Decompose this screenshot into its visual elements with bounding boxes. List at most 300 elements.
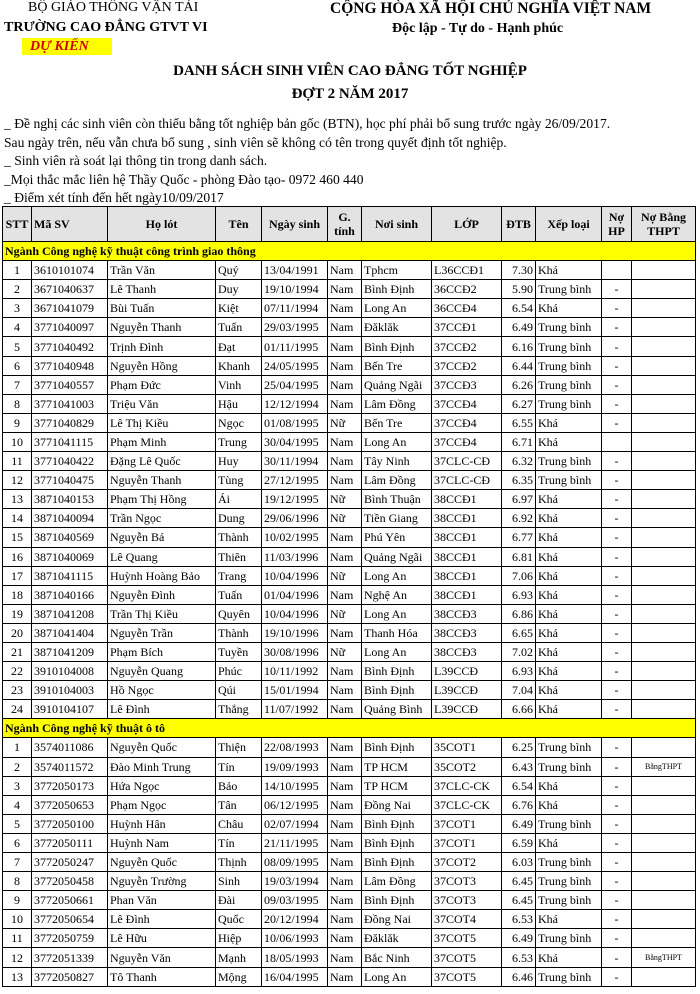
table-cell: Nam bbox=[328, 623, 362, 642]
table-cell: Thiên bbox=[216, 547, 262, 566]
table-cell: - bbox=[602, 776, 632, 795]
table-cell bbox=[632, 795, 696, 814]
table-cell: Khá bbox=[536, 776, 602, 795]
table-row bbox=[3, 738, 696, 757]
table-cell: 37COT5 bbox=[432, 929, 502, 948]
table-cell: Lâm Đồng bbox=[362, 471, 432, 490]
table-cell: Khá bbox=[536, 585, 602, 604]
table-cell: Nam bbox=[328, 585, 362, 604]
table-cell: 37CCĐ1 bbox=[432, 318, 502, 337]
table-cell: Khá bbox=[536, 795, 602, 814]
table-row bbox=[3, 471, 696, 490]
note-line: _Mọi thắc mắc liên hệ Thầy Quốc - phòng Đào tạo- 0972 460 440 bbox=[4, 171, 364, 187]
table-cell: 3772050247 bbox=[32, 853, 108, 872]
table-cell: Tuấn bbox=[216, 585, 262, 604]
table-cell: 19/03/1994 bbox=[262, 872, 328, 891]
table-cell: 16 bbox=[3, 547, 32, 566]
table-cell bbox=[632, 929, 696, 948]
table-cell: Hứa Ngọc bbox=[108, 776, 216, 795]
table-cell: Ngọc bbox=[216, 413, 262, 432]
table-cell: 6.54 bbox=[502, 776, 536, 795]
table-cell: - bbox=[602, 566, 632, 585]
table-cell: 3871040166 bbox=[32, 585, 108, 604]
table-cell: L39CCĐ bbox=[432, 681, 502, 700]
table-cell: Bình Định bbox=[362, 337, 432, 356]
table-cell: Long An bbox=[362, 299, 432, 318]
table-cell: Trung bình bbox=[536, 318, 602, 337]
table-row bbox=[3, 280, 696, 299]
table-cell bbox=[632, 681, 696, 700]
table-cell: 14 bbox=[3, 509, 32, 528]
table-row bbox=[3, 967, 696, 986]
table-cell: Thành bbox=[216, 528, 262, 547]
table-cell: Trần Văn bbox=[108, 261, 216, 280]
motto: Độc lập - Tự do - Hạnh phúc bbox=[392, 21, 564, 36]
table-cell: L36CCĐ1 bbox=[432, 261, 502, 280]
table-cell: 11 bbox=[3, 452, 32, 471]
table-cell: Nữ bbox=[328, 490, 362, 509]
table-row bbox=[3, 432, 696, 451]
table-row bbox=[3, 413, 696, 432]
table-cell: Khá bbox=[536, 662, 602, 681]
table-row bbox=[3, 833, 696, 852]
table-cell: - bbox=[602, 891, 632, 910]
table-cell: Lê Đình bbox=[108, 910, 216, 929]
table-cell: 30/11/1994 bbox=[262, 452, 328, 471]
table-cell: Phạm Bích bbox=[108, 642, 216, 661]
table-cell: - bbox=[602, 910, 632, 929]
table-row bbox=[3, 776, 696, 795]
col-header: STT bbox=[3, 207, 32, 242]
table-cell: Khá bbox=[536, 700, 602, 719]
table-cell bbox=[632, 337, 696, 356]
table-cell bbox=[632, 375, 696, 394]
table-cell: 12/12/1994 bbox=[262, 394, 328, 413]
table-cell: Châu bbox=[216, 814, 262, 833]
table-cell: 6.55 bbox=[502, 413, 536, 432]
table-cell: 37COT3 bbox=[432, 872, 502, 891]
table-cell: L39CCĐ bbox=[432, 700, 502, 719]
table-cell: Đăklăk bbox=[362, 929, 432, 948]
table-cell: 01/11/1995 bbox=[262, 337, 328, 356]
table-cell: 7.30 bbox=[502, 261, 536, 280]
table-cell: 3771041115 bbox=[32, 432, 108, 451]
student-table bbox=[2, 206, 696, 987]
table-cell: 13/04/1991 bbox=[262, 261, 328, 280]
table-cell: Nữ bbox=[328, 509, 362, 528]
col-header: Xếp loại bbox=[536, 207, 602, 242]
table-cell: Hồ Ngọc bbox=[108, 681, 216, 700]
table-cell: - bbox=[602, 337, 632, 356]
table-cell: Huỳnh Hân bbox=[108, 814, 216, 833]
table-cell: Nữ bbox=[328, 413, 362, 432]
table-cell: Nam bbox=[328, 681, 362, 700]
table-row bbox=[3, 853, 696, 872]
table-cell: Nam bbox=[328, 872, 362, 891]
table-cell: Khá bbox=[536, 604, 602, 623]
table-row bbox=[3, 547, 696, 566]
table-cell: Trung bình bbox=[536, 738, 602, 757]
table-cell: 5 bbox=[3, 337, 32, 356]
table-cell: Nam bbox=[328, 662, 362, 681]
table-cell: Phúc bbox=[216, 662, 262, 681]
table-cell: Bình Định bbox=[362, 662, 432, 681]
table-cell: 1 bbox=[3, 261, 32, 280]
col-header: ĐTB bbox=[502, 207, 536, 242]
table-cell: Nguyễn Trường bbox=[108, 872, 216, 891]
table-cell: 21/11/1995 bbox=[262, 833, 328, 852]
table-cell: 38CCĐ3 bbox=[432, 642, 502, 661]
table-cell: - bbox=[602, 394, 632, 413]
table-cell bbox=[632, 528, 696, 547]
table-cell: Bình Định bbox=[362, 814, 432, 833]
table-cell: - bbox=[602, 700, 632, 719]
table-cell: 13 bbox=[3, 967, 32, 986]
table-cell: 38CCĐ3 bbox=[432, 604, 502, 623]
table-cell: 2 bbox=[3, 280, 32, 299]
table-cell: Long An bbox=[362, 432, 432, 451]
table-cell: Bình Định bbox=[362, 891, 432, 910]
table-cell: Nam bbox=[328, 853, 362, 872]
table-cell: Tín bbox=[216, 757, 262, 776]
table-cell: 6.46 bbox=[502, 967, 536, 986]
table-cell: 6.27 bbox=[502, 394, 536, 413]
table-cell: 38CCĐ3 bbox=[432, 623, 502, 642]
table-cell: 3771040422 bbox=[32, 452, 108, 471]
section-title: Ngành Công nghệ kỹ thuật ô tô bbox=[3, 719, 696, 738]
table-cell: Nam bbox=[328, 795, 362, 814]
table-cell: 14/10/1995 bbox=[262, 776, 328, 795]
page-title: DANH SÁCH SINH VIÊN CAO ĐẲNG TỐT NGHIỆP bbox=[173, 63, 527, 79]
note-line: Sau ngày trên, nếu vẫn chưa bổ sung , sinh viên sẽ không có tên trong quyết định tốt nghiệp. bbox=[4, 134, 507, 150]
table-cell: - bbox=[602, 833, 632, 852]
table-cell: Huỳnh Hoàng Bảo bbox=[108, 566, 216, 585]
table-cell: 6.86 bbox=[502, 604, 536, 623]
table-cell: 6.16 bbox=[502, 337, 536, 356]
table-cell: - bbox=[602, 452, 632, 471]
table-cell: 01/04/1996 bbox=[262, 585, 328, 604]
table-cell: 38CCĐ1 bbox=[432, 585, 502, 604]
table-cell: Phạm Minh bbox=[108, 432, 216, 451]
table-cell bbox=[632, 891, 696, 910]
table-cell: 6.03 bbox=[502, 853, 536, 872]
table-cell: 36CCĐ2 bbox=[432, 280, 502, 299]
col-header: Nợ HP bbox=[602, 207, 632, 242]
table-cell: Đặng Lê Quốc bbox=[108, 452, 216, 471]
table-cell: Trung bình bbox=[536, 356, 602, 375]
table-cell: 18 bbox=[3, 585, 32, 604]
table-cell: 21 bbox=[3, 642, 32, 661]
table-cell: 6.44 bbox=[502, 356, 536, 375]
table-cell: - bbox=[602, 662, 632, 681]
table-row bbox=[3, 261, 696, 280]
table-cell: Quý bbox=[216, 261, 262, 280]
table-cell: 37COT5 bbox=[432, 967, 502, 986]
table-cell: 15 bbox=[3, 528, 32, 547]
table-cell: Đồng Nai bbox=[362, 910, 432, 929]
table-cell: 06/12/1995 bbox=[262, 795, 328, 814]
table-cell: Tân bbox=[216, 795, 262, 814]
col-header: G. tính bbox=[328, 207, 362, 242]
table-cell: - bbox=[602, 490, 632, 509]
table-cell bbox=[632, 623, 696, 642]
table-cell: - bbox=[602, 795, 632, 814]
table-cell: 17 bbox=[3, 566, 32, 585]
table-cell bbox=[632, 700, 696, 719]
table-cell: 12 bbox=[3, 471, 32, 490]
table-row bbox=[3, 891, 696, 910]
table-cell: 3772050653 bbox=[32, 795, 108, 814]
table-cell bbox=[632, 967, 696, 986]
table-cell: Hậu bbox=[216, 394, 262, 413]
table-cell: Nam bbox=[328, 375, 362, 394]
table-cell: 36CCĐ4 bbox=[432, 299, 502, 318]
table-cell: 6.53 bbox=[502, 948, 536, 967]
table-cell: 37CCĐ4 bbox=[432, 432, 502, 451]
table-cell: Duy bbox=[216, 280, 262, 299]
table-cell bbox=[632, 356, 696, 375]
table-cell: Kiệt bbox=[216, 299, 262, 318]
table-cell: TP HCM bbox=[362, 757, 432, 776]
table-row bbox=[3, 700, 696, 719]
table-cell: 6.25 bbox=[502, 738, 536, 757]
table-cell: Tphcm bbox=[362, 261, 432, 280]
section-title: Ngành Công nghệ kỹ thuật công trình giao thông bbox=[3, 242, 696, 261]
table-cell: 3771040948 bbox=[32, 356, 108, 375]
table-row bbox=[3, 452, 696, 471]
table-cell: 37CCĐ3 bbox=[432, 375, 502, 394]
section-row bbox=[3, 242, 696, 261]
table-cell: Trung bình bbox=[536, 394, 602, 413]
table-cell: Quảng Ngãi bbox=[362, 547, 432, 566]
table-cell: 08/09/1995 bbox=[262, 853, 328, 872]
table-cell: Nguyễn Thanh bbox=[108, 471, 216, 490]
table-cell: 6.59 bbox=[502, 833, 536, 852]
table-cell: 19/12/1995 bbox=[262, 490, 328, 509]
col-header: Mã SV bbox=[32, 207, 108, 242]
table-cell: 10/02/1995 bbox=[262, 528, 328, 547]
table-cell: 3771040097 bbox=[32, 318, 108, 337]
table-cell: Trung bình bbox=[536, 891, 602, 910]
table-row bbox=[3, 642, 696, 661]
table-cell: 37CLC-CĐ bbox=[432, 471, 502, 490]
table-cell: Quảng Bình bbox=[362, 700, 432, 719]
notes-block bbox=[4, 115, 610, 208]
table-cell: 19/09/1993 bbox=[262, 757, 328, 776]
table-row bbox=[3, 814, 696, 833]
table-cell: 18/05/1993 bbox=[262, 948, 328, 967]
table-cell: Khá bbox=[536, 642, 602, 661]
table-cell: Thiện bbox=[216, 738, 262, 757]
table-cell: 37COT2 bbox=[432, 853, 502, 872]
table-cell: Bình Định bbox=[362, 681, 432, 700]
table-cell: - bbox=[602, 814, 632, 833]
table-cell: BằngTHPT bbox=[632, 757, 696, 776]
table-cell: 13 bbox=[3, 490, 32, 509]
table-cell: 24/05/1995 bbox=[262, 356, 328, 375]
table-cell: Nữ bbox=[328, 566, 362, 585]
table-cell bbox=[632, 471, 696, 490]
table-cell: Khá bbox=[536, 833, 602, 852]
table-cell: Nữ bbox=[328, 642, 362, 661]
table-cell: 22/08/1993 bbox=[262, 738, 328, 757]
table-cell: 6.35 bbox=[502, 471, 536, 490]
table-cell: Nguyễn Văn bbox=[108, 948, 216, 967]
table-cell: 38CCĐ1 bbox=[432, 490, 502, 509]
table-cell: 9 bbox=[3, 413, 32, 432]
table-cell: 3671041079 bbox=[32, 299, 108, 318]
table-cell: Nam bbox=[328, 738, 362, 757]
table-cell: Nam bbox=[328, 452, 362, 471]
table-header-row bbox=[3, 207, 696, 242]
table-cell: - bbox=[602, 681, 632, 700]
table-cell: Trung bình bbox=[536, 929, 602, 948]
table-cell: 30/08/1996 bbox=[262, 642, 328, 661]
table-cell: Vinh bbox=[216, 375, 262, 394]
table-row bbox=[3, 356, 696, 375]
table-cell: Nam bbox=[328, 471, 362, 490]
table-cell: 5 bbox=[3, 814, 32, 833]
ministry-name: BỘ GIÁO THÔNG VẬN TẢI bbox=[28, 0, 199, 15]
table-cell: Nam bbox=[328, 280, 362, 299]
table-cell: - bbox=[602, 872, 632, 891]
table-cell: Tuấn bbox=[216, 318, 262, 337]
table-cell: 37CCĐ4 bbox=[432, 394, 502, 413]
table-cell: 19/10/1994 bbox=[262, 280, 328, 299]
table-cell: 3 bbox=[3, 299, 32, 318]
table-cell: 3910104008 bbox=[32, 662, 108, 681]
table-cell: - bbox=[602, 738, 632, 757]
table-cell: Nam bbox=[328, 394, 362, 413]
table-cell: 19/10/1996 bbox=[262, 623, 328, 642]
table-cell: Nam bbox=[328, 261, 362, 280]
table-cell: 38CCĐ1 bbox=[432, 566, 502, 585]
table-cell: 6.93 bbox=[502, 662, 536, 681]
table-cell: Phan Văn bbox=[108, 891, 216, 910]
section-row bbox=[3, 719, 696, 738]
table-cell: Trung bbox=[216, 432, 262, 451]
table-cell bbox=[602, 432, 632, 451]
table-cell: L39CCĐ bbox=[432, 662, 502, 681]
table-cell: Khá bbox=[536, 566, 602, 585]
table-cell: Khá bbox=[536, 509, 602, 528]
table-cell: 3771040557 bbox=[32, 375, 108, 394]
table-cell: Bùi Tuấn bbox=[108, 299, 216, 318]
table-cell: Sinh bbox=[216, 872, 262, 891]
table-cell: 6.92 bbox=[502, 509, 536, 528]
table-cell: Trung bình bbox=[536, 757, 602, 776]
table-cell: Nam bbox=[328, 776, 362, 795]
table-cell: - bbox=[602, 280, 632, 299]
table-cell: 37CCĐ2 bbox=[432, 356, 502, 375]
table-cell: 3772051339 bbox=[32, 948, 108, 967]
table-cell: 10/11/1992 bbox=[262, 662, 328, 681]
table-row bbox=[3, 872, 696, 891]
table-cell: 3871040069 bbox=[32, 547, 108, 566]
table-cell: 3574011086 bbox=[32, 738, 108, 757]
table-cell: 25/04/1995 bbox=[262, 375, 328, 394]
table-cell: - bbox=[602, 929, 632, 948]
table-cell: 07/11/1994 bbox=[262, 299, 328, 318]
table-cell: 6.76 bbox=[502, 795, 536, 814]
table-cell: 6.43 bbox=[502, 757, 536, 776]
note-line: _ Sinh viên rà soát lại thông tin trong danh sách. bbox=[4, 153, 268, 169]
table-row bbox=[3, 509, 696, 528]
table-cell: Khá bbox=[536, 432, 602, 451]
table-cell: 4 bbox=[3, 795, 32, 814]
table-cell: 37COT4 bbox=[432, 910, 502, 929]
table-cell: Ái bbox=[216, 490, 262, 509]
table-cell: Nữ bbox=[328, 604, 362, 623]
table-row bbox=[3, 375, 696, 394]
table-cell: Khá bbox=[536, 910, 602, 929]
col-header: Họ lót bbox=[108, 207, 216, 242]
table-cell: 7 bbox=[3, 375, 32, 394]
table-cell: Quyên bbox=[216, 604, 262, 623]
table-cell: 6.49 bbox=[502, 814, 536, 833]
table-cell: Bến Tre bbox=[362, 356, 432, 375]
table-cell: - bbox=[602, 642, 632, 661]
table-cell: Nguyễn Quang bbox=[108, 662, 216, 681]
table-cell: 20 bbox=[3, 623, 32, 642]
table-cell: 1 bbox=[3, 738, 32, 757]
table-cell: 30/04/1995 bbox=[262, 432, 328, 451]
table-cell: - bbox=[602, 967, 632, 986]
table-cell: TP HCM bbox=[362, 776, 432, 795]
table-cell: 9 bbox=[3, 891, 32, 910]
table-cell: BằngTHPT bbox=[632, 948, 696, 967]
table-cell: 6.45 bbox=[502, 891, 536, 910]
table-cell: Thịnh bbox=[216, 853, 262, 872]
table-cell bbox=[632, 604, 696, 623]
table-cell: Trung bình bbox=[536, 967, 602, 986]
table-cell bbox=[632, 642, 696, 661]
note-line: _ Điểm xét tính đến hết ngày10/09/2017 bbox=[4, 190, 224, 206]
page-subtitle: ĐỢT 2 NĂM 2017 bbox=[291, 86, 409, 102]
table-row bbox=[3, 757, 696, 776]
table-cell: - bbox=[602, 623, 632, 642]
table-cell: 29/06/1996 bbox=[262, 509, 328, 528]
table-cell: 27/12/1995 bbox=[262, 471, 328, 490]
table-cell: Triệu Văn bbox=[108, 394, 216, 413]
table-cell: Quảng Ngãi bbox=[362, 375, 432, 394]
table-cell: Lê Thanh bbox=[108, 280, 216, 299]
table-cell: 16/04/1995 bbox=[262, 967, 328, 986]
table-row bbox=[3, 681, 696, 700]
table-cell: - bbox=[602, 757, 632, 776]
table-cell bbox=[632, 738, 696, 757]
table-cell: Tuyền bbox=[216, 642, 262, 661]
table-cell: Trung bình bbox=[536, 814, 602, 833]
table-cell: 3871040153 bbox=[32, 490, 108, 509]
table-cell: 3772050759 bbox=[32, 929, 108, 948]
table-cell: Lê Thị Kiều bbox=[108, 413, 216, 432]
table-cell: Long An bbox=[362, 642, 432, 661]
table-cell: Khá bbox=[536, 623, 602, 642]
table-cell bbox=[632, 853, 696, 872]
table-cell: Nam bbox=[328, 547, 362, 566]
table-cell bbox=[632, 547, 696, 566]
table-cell: 3871041115 bbox=[32, 566, 108, 585]
table-cell: - bbox=[602, 547, 632, 566]
table-cell: 3871040569 bbox=[32, 528, 108, 547]
table-cell: 6.71 bbox=[502, 432, 536, 451]
table-cell: 6.97 bbox=[502, 490, 536, 509]
table-cell bbox=[632, 662, 696, 681]
table-cell bbox=[632, 299, 696, 318]
table-cell bbox=[632, 490, 696, 509]
table-cell: 3771041003 bbox=[32, 394, 108, 413]
